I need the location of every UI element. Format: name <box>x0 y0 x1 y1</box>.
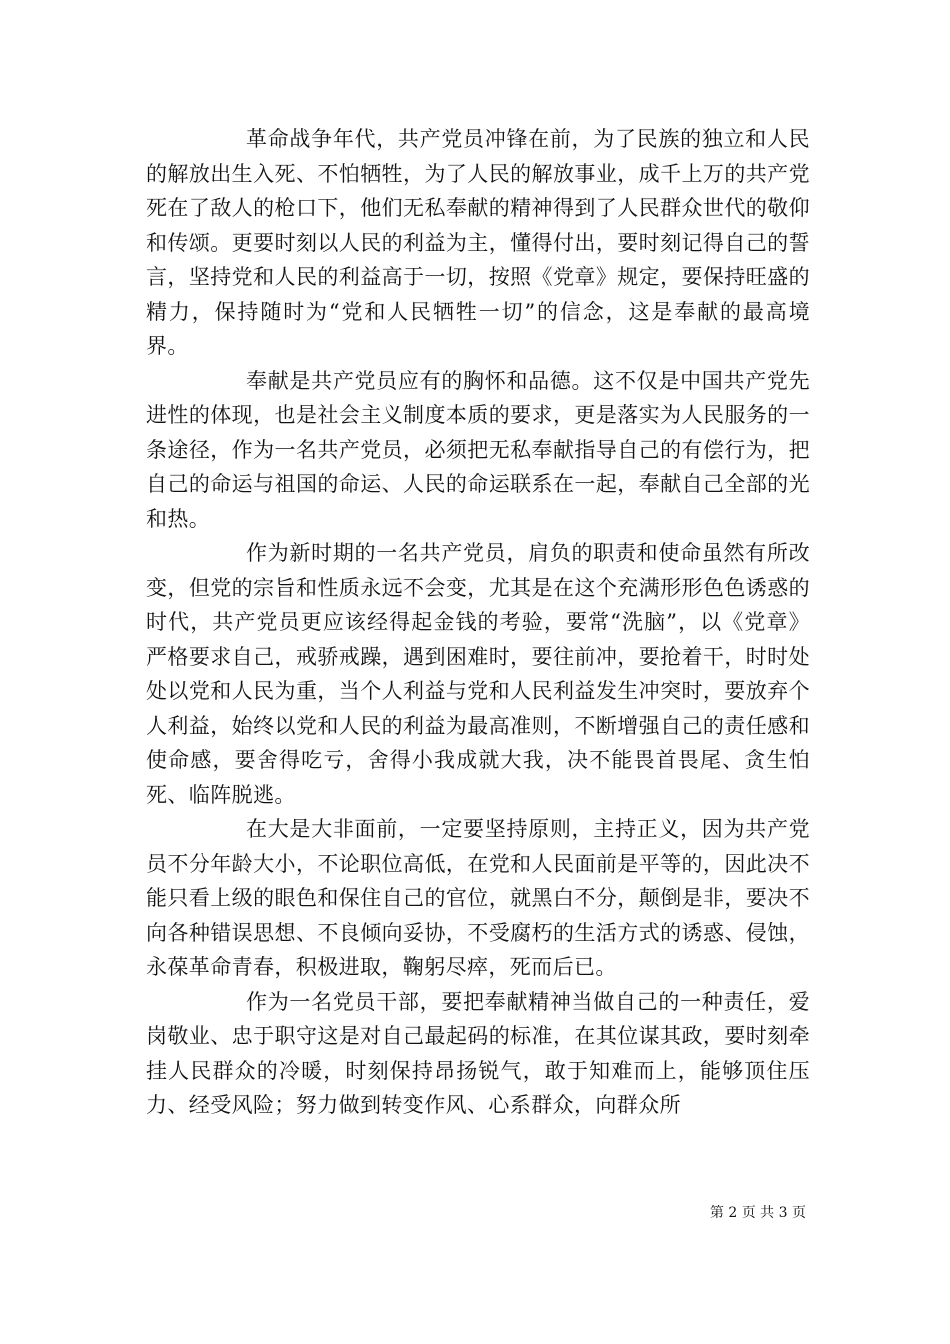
body-text <box>146 122 810 1123</box>
paragraph-3: 作为新时期的一名共产党员，肩负的职责和使命虽然有所改变，但党的宗旨和性质永远不会变，尤其是在这个充满形形色色诱惑的时代，共产党员更应该经得起金钱的考验，要常“洗脑”，以《党章》严格要求自己，戒骄戒躁，遇到困难时，要往前冲，要抢着干，时时处处以党和人民为重，当个人利益与党和人民利益发生冲突时，要放弃个人利益，始终以党和人民的利益为最高准则，不断增强自己的责任感和使命感，要舍得吃亏，舍得小我成就大我，决不能畏首畏尾、贪生怕死、临阵脱逃。 <box>146 541 810 807</box>
paragraph-5: 作为一名党员干部，要把奉献精神当做自己的一种责任，爱岗敬业、忠于职守这是对自己最起码的标准，在其位谋其政，要时刻牵挂人民群众的冷暖，时刻保持昂扬锐气，敢于知难而上，能够顶住压力、经受风险；努力做到转变作风、心系群众，向群众所 <box>146 989 810 1117</box>
paragraph-4: 在大是大非面前，一定要坚持原则，主持正义，因为共产党员不分年龄大小，不论职位高低，在党和人民面前是平等的，因此决不能只看上级的眼色和保住自己的官位，就黑白不分，颠倒是非，要决不向各种错误思想、不良倾向妥协，不受腐朽的生活方式的诱惑、侵蚀，永葆革命青春，积极进取，鞠躬尽瘁，死而后已。 <box>146 817 810 979</box>
page-number-footer: 第 2 页 共 3 页 <box>709 1205 806 1221</box>
paragraph-2: 奉献是共产党员应有的胸怀和品德。这不仅是中国共产党先进性的体现，也是社会主义制度本质的要求，更是落实为人民服务的一条途径，作为一名共产党员，必须把无私奉献指导自己的有偿行为，把自己的命运与祖国的命运、人民的命运联系在一起，奉献自己全部的光和热。 <box>146 368 810 531</box>
paragraph-1: 革命战争年代，共产党员冲锋在前，为了民族的独立和人民的解放出生入死、不怕牺牲，为了人民的解放事业，成千上万的共产党死在了敌人的枪口下，他们无私奉献的精神得到了人民群众世代的敬仰和传颂。更要时刻以人民的利益为主，懂得付出，要时刻记得自己的誓言，坚持党和人民的利益高于一切，按照《党章》规定，要保持旺盛的精力，保持随时为“党和人民牺牲一切”的信念，这是奉献的最高境界。 <box>146 127 810 358</box>
